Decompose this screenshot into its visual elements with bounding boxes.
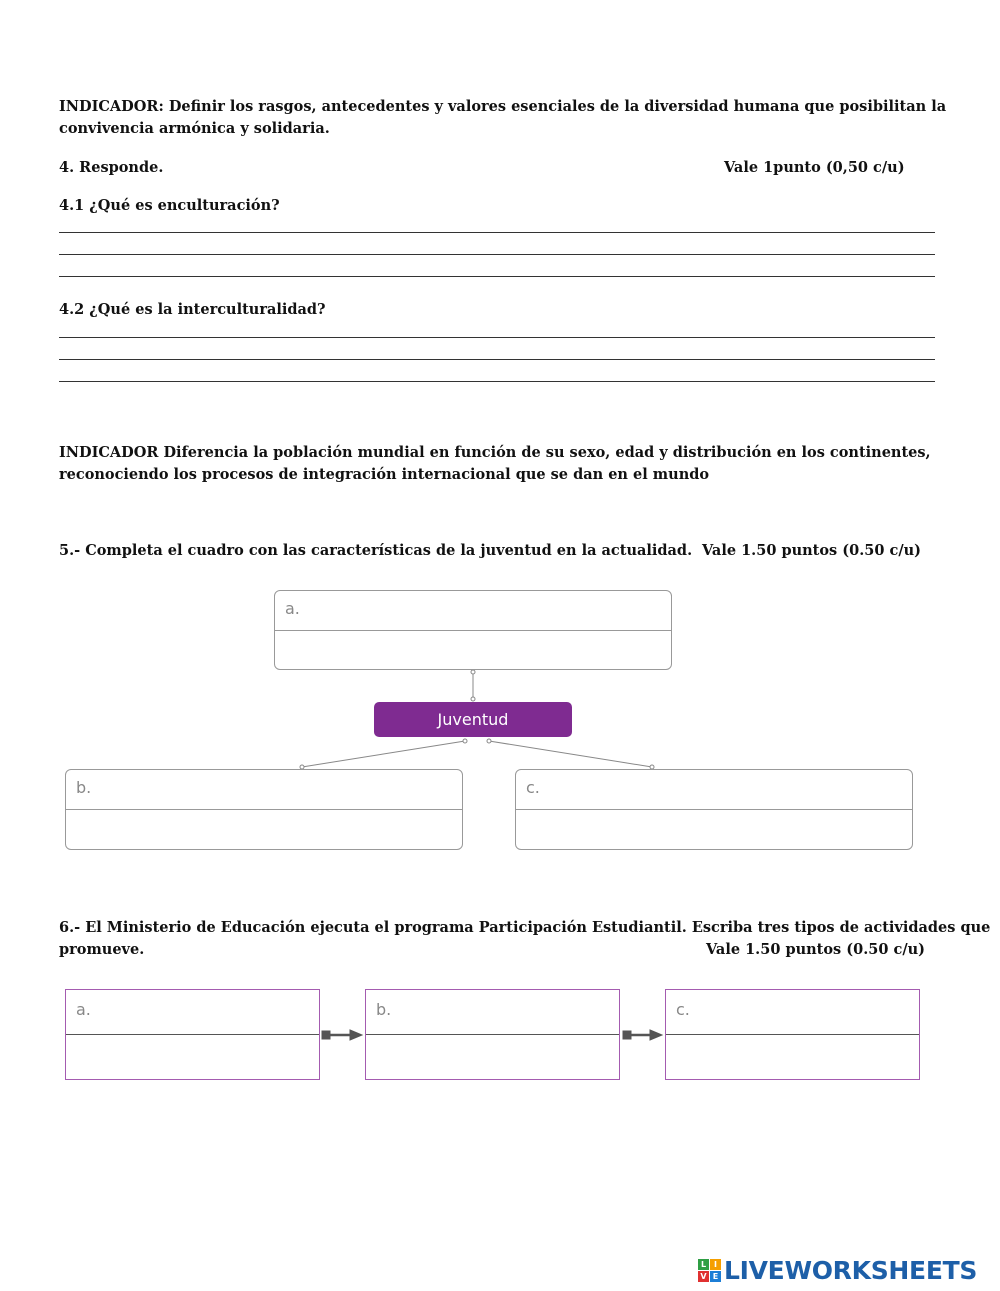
question-4-1: 4.1 ¿Qué es enculturación? — [59, 197, 280, 214]
arrow-head-a-to-b — [350, 1030, 362, 1040]
box-c-label: c. — [526, 778, 540, 797]
box-divider — [275, 630, 671, 631]
indicator-1-line-2: convivencia armónica y solidaria. — [59, 120, 330, 137]
connector-dot — [487, 739, 491, 743]
juventud-center-node: Juventud — [374, 702, 572, 737]
box-a-label: a. — [285, 599, 300, 618]
activity-box-b[interactable] — [365, 989, 620, 1080]
box-divider — [366, 1034, 619, 1035]
activity-box-a[interactable] — [65, 989, 320, 1080]
activity-a-label: a. — [76, 1000, 91, 1019]
arrow-tail — [623, 1031, 631, 1039]
question-6-line-1: 6.- El Ministerio de Educación ejecuta el programa Participación Estudiantil. Escriba tres tipos de actividades que — [59, 919, 991, 936]
activity-box-c[interactable] — [665, 989, 920, 1080]
box-b-label: b. — [76, 778, 92, 797]
connector-dot — [471, 670, 475, 674]
connector-center-to-c — [489, 741, 652, 767]
box-divider — [66, 809, 462, 810]
box-divider — [666, 1034, 919, 1035]
question-4-title: 4. Responde. — [59, 159, 164, 176]
question-6-line-2: promueve. — [59, 941, 145, 958]
mark-letter-v: V — [698, 1271, 709, 1282]
connector-dot — [471, 697, 475, 701]
question-5-title: 5.- Completa el cuadro con las características de la juventud en la actualidad. — [59, 542, 693, 559]
activity-c-label: c. — [676, 1000, 690, 1019]
indicator-2-line-2: reconociendo los procesos de integración internacional que se dan en el mundo — [59, 466, 710, 483]
box-divider — [516, 809, 912, 810]
mark-letter-l: L — [698, 1259, 709, 1270]
liveworksheets-mark-icon — [698, 1259, 721, 1282]
connector-center-to-b — [302, 741, 465, 767]
liveworksheets-wordmark: LIVEWORKSHEETS — [724, 1255, 978, 1285]
question-5-points: Vale 1.50 puntos (0.50 c/u) — [702, 542, 922, 559]
juventud-box-c[interactable] — [515, 769, 913, 850]
mark-letter-e: E — [710, 1271, 721, 1282]
arrow-head-b-to-c — [650, 1030, 662, 1040]
juventud-box-b[interactable] — [65, 769, 463, 850]
arrow-tail — [322, 1031, 330, 1039]
question-4-2: 4.2 ¿Qué es la interculturalidad? — [59, 301, 326, 318]
indicator-1-line-1: INDICADOR: Definir los rasgos, antecedentes y valores esenciales de la diversidad humana que posibilitan la — [59, 98, 947, 115]
activity-b-label: b. — [376, 1000, 392, 1019]
liveworksheets-logo — [698, 1255, 977, 1285]
indicator-2-line-1: INDICADOR Diferencia la población mundial en función de su sexo, edad y distribución en los continentes, — [59, 444, 931, 461]
box-divider — [66, 1034, 319, 1035]
juventud-box-a[interactable] — [274, 590, 672, 670]
question-6-points: Vale 1.50 puntos (0.50 c/u) — [706, 941, 926, 958]
connector-dot — [463, 739, 467, 743]
question-4-points: Vale 1punto (0,50 c/u) — [724, 159, 905, 176]
mark-letter-i: I — [710, 1259, 721, 1270]
